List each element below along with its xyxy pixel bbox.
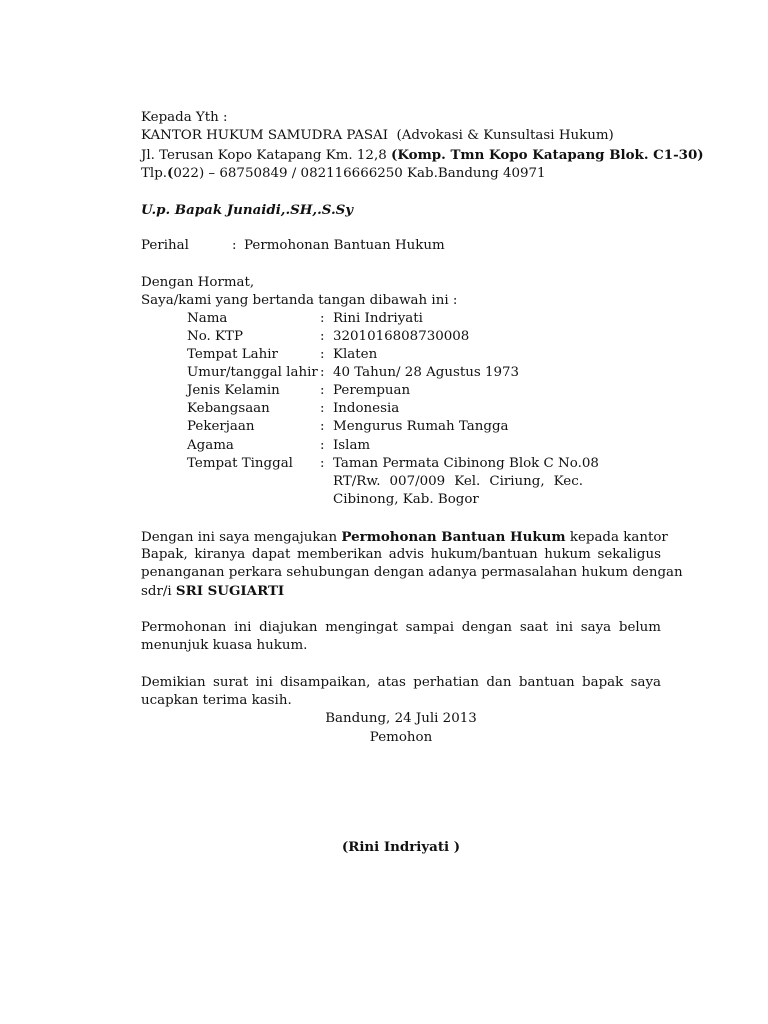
office-desc: (Advokasi & Kunsultasi Hukum) bbox=[396, 128, 614, 143]
field-label: Jenis Kelamin bbox=[187, 383, 280, 398]
attention-line: U.p. Bapak Junaidi,.SH,.S.Sy bbox=[141, 202, 354, 218]
field-label: Kebangsaan bbox=[187, 401, 270, 416]
body-bold-name: SRI SUGIARTI bbox=[175, 583, 285, 599]
field-row-jenis-kelamin bbox=[187, 382, 607, 400]
address-continuation-2: Cibinong, Kab. Bogor bbox=[333, 492, 479, 507]
field-colon: : bbox=[320, 401, 325, 416]
place-date: Bandung, 24 Juli 2013 bbox=[325, 711, 477, 726]
field-label: Agama bbox=[187, 438, 234, 453]
address-line: Jl. Terusan Kopo Katapang Km. 12,8 bbox=[141, 148, 387, 163]
recipient-office bbox=[141, 127, 661, 145]
body-text: Dengan ini saya mengajukan bbox=[141, 530, 338, 545]
body-p3-line1: Demikian surat ini disampaikan, atas perhatian dan bantuan bapak saya bbox=[141, 675, 661, 690]
field-label: Umur/tanggal lahir bbox=[187, 365, 318, 380]
subject-label: Perihal bbox=[141, 238, 189, 253]
field-row-agama bbox=[187, 437, 607, 455]
field-colon: : bbox=[320, 419, 325, 434]
field-row-kebangsaan bbox=[187, 400, 607, 418]
field-row-umur bbox=[187, 364, 607, 382]
address-paren: (Komp. Tmn Kopo Katapang Blok. C1-30) bbox=[391, 147, 704, 163]
body-p1-line4 bbox=[141, 582, 661, 601]
subject-colon: : bbox=[232, 238, 237, 253]
field-row-tempat-lahir bbox=[187, 346, 607, 364]
phone-prefix: Tlp. bbox=[141, 166, 168, 181]
field-label: Pekerjaan bbox=[187, 419, 255, 434]
field-colon: : bbox=[320, 347, 325, 362]
field-colon: : bbox=[320, 329, 325, 344]
field-row-nama bbox=[187, 310, 607, 328]
body-p1-line2: Bapak, kiranya dapat memberikan advis hukum/bantuan hukum sekaligus bbox=[141, 547, 661, 562]
body-text: sdr/i bbox=[141, 584, 172, 599]
field-label: Tempat Tinggal bbox=[187, 456, 293, 471]
body-p1-line1 bbox=[141, 528, 668, 547]
field-value: Taman Permata Cibinong Blok C No.08 bbox=[333, 456, 599, 471]
body-p2-line2: menunjuk kuasa hukum. bbox=[141, 638, 308, 653]
signature-name: (Rini Indriyati ) bbox=[341, 839, 461, 855]
field-colon: : bbox=[320, 311, 325, 326]
field-value: 40 Tahun/ 28 Agustus 1973 bbox=[333, 365, 520, 380]
greeting: Dengan Hormat, bbox=[141, 275, 255, 290]
field-value: Rini Indriyati bbox=[333, 311, 423, 326]
field-value: Klaten bbox=[333, 347, 378, 362]
field-value: Mengurus Rumah Tangga bbox=[333, 419, 509, 434]
field-colon: : bbox=[320, 383, 325, 398]
field-colon: : bbox=[320, 456, 325, 471]
body-text: kepada kantor bbox=[569, 530, 668, 545]
field-row-tempat-tinggal bbox=[187, 455, 607, 473]
recipient-address bbox=[141, 146, 704, 165]
intro-line: Saya/kami yang bertanda tangan dibawah ini : bbox=[141, 293, 458, 308]
field-colon: : bbox=[320, 438, 325, 453]
salutation: Kepada Yth : bbox=[141, 110, 228, 125]
phone-rest: 022) – 68750849 / 082116666250 Kab.Bandung 40971 bbox=[173, 166, 546, 181]
address-continuation-1: RT/Rw. 007/009 Kel. Ciriung, Kec. bbox=[333, 474, 583, 489]
field-value: 3201016808730008 bbox=[333, 329, 470, 344]
subject-value: Permohonan Bantuan Hukum bbox=[244, 238, 445, 253]
field-value: Islam bbox=[333, 438, 371, 453]
office-name: KANTOR HUKUM SAMUDRA PASAI bbox=[141, 128, 389, 143]
body-p2-line1: Permohonan ini diajukan mengingat sampai dengan saat ini saya belum bbox=[141, 620, 661, 635]
field-row-pekerjaan bbox=[187, 418, 607, 436]
signer-role: Pemohon bbox=[369, 730, 433, 745]
body-bold-request: Permohonan Bantuan Hukum bbox=[341, 529, 566, 545]
field-row-ktp bbox=[187, 328, 607, 346]
field-label: No. KTP bbox=[187, 329, 244, 344]
field-label: Tempat Lahir bbox=[187, 347, 278, 362]
phone-paren: ( bbox=[167, 165, 174, 181]
field-value: Indonesia bbox=[333, 401, 400, 416]
field-colon: : bbox=[320, 365, 325, 380]
body-p3-line2: ucapkan terima kasih. bbox=[141, 693, 292, 708]
field-value: Perempuan bbox=[333, 383, 411, 398]
recipient-phone bbox=[141, 164, 661, 183]
body-p1-line3: penanganan perkara sehubungan dengan adanya permasalahan hukum dengan bbox=[141, 565, 683, 580]
field-label: Nama bbox=[187, 311, 228, 326]
